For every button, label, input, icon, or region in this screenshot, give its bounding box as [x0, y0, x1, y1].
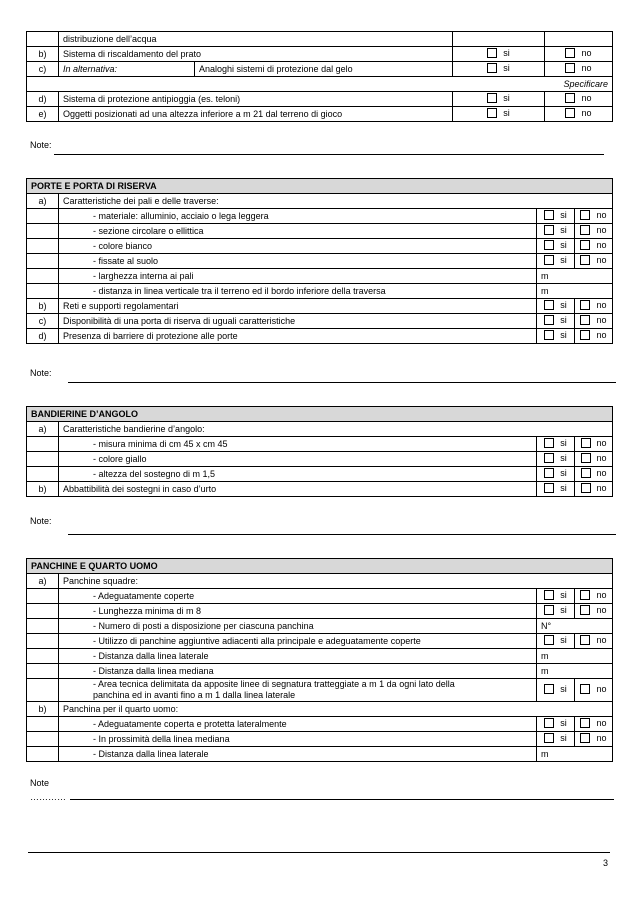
specify-field[interactable]: Specificare: [27, 77, 613, 92]
note-line[interactable]: [68, 534, 616, 535]
table-row: - altezza del sostegno di m 1,5 si no: [27, 467, 613, 482]
yes-option[interactable]: si: [537, 437, 575, 452]
checkbox-icon[interactable]: [580, 255, 590, 265]
measure-field[interactable]: N°: [537, 619, 613, 634]
no-option[interactable]: no: [575, 239, 613, 254]
no-option[interactable]: no: [575, 329, 613, 344]
yes-option[interactable]: si: [453, 62, 545, 77]
note-dots: …………: [30, 792, 66, 802]
checkbox-icon[interactable]: [544, 733, 554, 743]
table-row: - sezione circolare o ellittica si no: [27, 224, 613, 239]
checkbox-icon[interactable]: [580, 718, 590, 728]
table-row: - Distanza dalla linea mediana m: [27, 664, 613, 679]
checkbox-icon[interactable]: [580, 684, 590, 694]
measure-field[interactable]: m: [537, 269, 613, 284]
section-header: [27, 559, 613, 574]
no-option[interactable]: no: [575, 254, 613, 269]
checkbox-icon[interactable]: [544, 605, 554, 615]
checkbox-icon[interactable]: [544, 453, 554, 463]
table-row: b) Panchina per il quarto uomo:: [27, 702, 613, 717]
yes-option[interactable]: si: [537, 467, 575, 482]
yes-option[interactable]: si: [537, 299, 575, 314]
checkbox-icon[interactable]: [487, 108, 497, 118]
yes-option[interactable]: si: [537, 314, 575, 329]
checkbox-icon[interactable]: [581, 453, 591, 463]
note-label: Note:: [30, 368, 52, 378]
checkbox-icon[interactable]: [565, 48, 575, 58]
note-line[interactable]: [68, 382, 616, 383]
no-option[interactable]: no: [575, 717, 613, 732]
table-row: - In prossimità della linea mediana si no: [27, 732, 613, 747]
checkbox-icon[interactable]: [581, 468, 591, 478]
checkbox-icon[interactable]: [544, 255, 554, 265]
yes-option[interactable]: si: [537, 717, 575, 732]
note-label: Note:: [30, 140, 52, 150]
checkbox-icon[interactable]: [544, 684, 554, 694]
table-impianti: [26, 31, 613, 122]
yes-option[interactable]: si: [453, 47, 545, 62]
checkbox-icon[interactable]: [580, 635, 590, 645]
no-option[interactable]: no: [545, 92, 613, 107]
checkbox-icon[interactable]: [580, 225, 590, 235]
section-title: BANDIERINE D’ANGOLO: [27, 407, 613, 422]
checkbox-icon[interactable]: [544, 635, 554, 645]
no-option[interactable]: no: [545, 47, 613, 62]
yes-option[interactable]: si: [537, 732, 575, 747]
table-row: a) Caratteristiche bandierine d’angolo:: [27, 422, 613, 437]
table-row: c) Disponibilità di una porta di riserva di uguali caratteristiche si no: [27, 314, 613, 329]
yes-option[interactable]: si: [537, 452, 575, 467]
checkbox-icon[interactable]: [544, 438, 554, 448]
checkbox-icon[interactable]: [544, 210, 554, 220]
row-text: distribuzione dell’acqua: [59, 32, 453, 47]
footer-divider: [28, 852, 610, 853]
table-row: - Distanza dalla linea laterale m: [27, 649, 613, 664]
table-row: - Area tecnica delimitata da apposite linee di segnatura tratteggiate a m 1 da ogni lato della panchina ed in avanti fino a m 1 dalla linea laterale si no: [27, 679, 613, 702]
checkbox-icon[interactable]: [580, 733, 590, 743]
note-line[interactable]: [54, 154, 604, 155]
yes-option[interactable]: si: [537, 209, 575, 224]
no-option[interactable]: no: [575, 224, 613, 239]
yes-option[interactable]: si: [537, 254, 575, 269]
checkbox-icon[interactable]: [581, 438, 591, 448]
no-option[interactable]: no: [575, 589, 613, 604]
checkbox-icon[interactable]: [544, 483, 554, 493]
measure-field[interactable]: m: [537, 284, 613, 299]
no-option[interactable]: no: [575, 634, 613, 649]
no-option[interactable]: no: [575, 437, 613, 452]
no-option[interactable]: no: [575, 299, 613, 314]
table-row: a) Panchine squadre:: [27, 574, 613, 589]
yes-option[interactable]: si: [537, 589, 575, 604]
no-option[interactable]: no: [575, 452, 613, 467]
measure-field[interactable]: m: [537, 649, 613, 664]
yes-option[interactable]: si: [537, 604, 575, 619]
yes-option[interactable]: si: [537, 224, 575, 239]
section-header: [27, 179, 613, 194]
table-row: e) Oggetti posizionati ad una altezza inferiore a m 21 dal terreno di gioco si no: [27, 107, 613, 122]
no-option[interactable]: no: [575, 604, 613, 619]
yes-option[interactable]: si: [537, 634, 575, 649]
section-header: [27, 407, 613, 422]
checkbox-icon[interactable]: [580, 590, 590, 600]
checkbox-icon[interactable]: [580, 315, 590, 325]
table-row: a) Caratteristiche dei pali e delle traverse:: [27, 194, 613, 209]
checkbox-icon[interactable]: [544, 225, 554, 235]
checkbox-icon[interactable]: [565, 108, 575, 118]
table-row: - larghezza interna ai pali m: [27, 269, 613, 284]
yes-option[interactable]: si: [537, 329, 575, 344]
note-label: Note: [30, 778, 50, 788]
checkbox-icon[interactable]: [580, 605, 590, 615]
checkbox-icon[interactable]: [544, 240, 554, 250]
yes-option[interactable]: si: [453, 92, 545, 107]
note-line[interactable]: [70, 799, 614, 800]
page-number: 3: [602, 858, 608, 868]
table-row: b) Reti e supporti regolamentari si no: [27, 299, 613, 314]
table-row: - Lunghezza minima di m 8 si no: [27, 604, 613, 619]
checkbox-icon[interactable]: [565, 63, 575, 73]
table-row: [27, 32, 613, 47]
table-row: - misura minima di cm 45 x cm 45 si no: [27, 437, 613, 452]
table-row: b) Abbattibilità dei sostegni in caso d’urto si no: [27, 482, 613, 497]
checkbox-icon[interactable]: [580, 210, 590, 220]
yes-option[interactable]: si: [537, 482, 575, 497]
no-option[interactable]: no: [545, 62, 613, 77]
measure-field[interactable]: m: [537, 664, 613, 679]
yes-option[interactable]: si: [537, 679, 575, 702]
checkbox-icon[interactable]: [565, 93, 575, 103]
section-title: PANCHINE E QUARTO UOMO: [27, 559, 613, 574]
no-option[interactable]: no: [575, 482, 613, 497]
table-row: - colore bianco si no: [27, 239, 613, 254]
table-row: - Distanza dalla linea laterale m: [27, 747, 613, 762]
table-panchine: [26, 558, 613, 762]
checkbox-icon[interactable]: [581, 483, 591, 493]
table-row: - distanza in linea verticale tra il terreno ed il bordo inferiore della traversa m: [27, 284, 613, 299]
table-row: - Adeguatamente coperte si no: [27, 589, 613, 604]
checkbox-icon[interactable]: [580, 240, 590, 250]
table-porte: [26, 178, 613, 344]
checkbox-icon[interactable]: [544, 590, 554, 600]
table-row: - fissate al suolo si no: [27, 254, 613, 269]
table-row: d) Sistema di protezione antipioggia (es. teloni) si no: [27, 92, 613, 107]
checkbox-icon[interactable]: [544, 468, 554, 478]
table-row: - Numero di posti a disposizione per ciascuna panchina N°: [27, 619, 613, 634]
no-option[interactable]: no: [575, 209, 613, 224]
checkbox-icon[interactable]: [544, 718, 554, 728]
no-option[interactable]: no: [545, 107, 613, 122]
no-option[interactable]: no: [575, 679, 613, 702]
checkbox-icon[interactable]: [487, 63, 497, 73]
table-row: d) Presenza di barriere di protezione alle porte si no: [27, 329, 613, 344]
checkbox-icon[interactable]: [544, 300, 554, 310]
table-row: - materiale: alluminio, acciaio o lega leggera si no: [27, 209, 613, 224]
no-option[interactable]: no: [575, 467, 613, 482]
checkbox-icon[interactable]: [544, 315, 554, 325]
checkbox-icon[interactable]: [580, 330, 590, 340]
table-row: - Utilizzo di panchine aggiuntive adiacenti alla principale e adeguatamente coperte si no: [27, 634, 613, 649]
section-title: PORTE E PORTA DI RISERVA: [27, 179, 613, 194]
yes-option[interactable]: si: [453, 107, 545, 122]
table-row: - colore giallo si no: [27, 452, 613, 467]
no-option[interactable]: no: [575, 314, 613, 329]
measure-field[interactable]: m: [537, 747, 613, 762]
table-row: b) Sistema di riscaldamento del prato si no: [27, 47, 613, 62]
checkbox-icon[interactable]: [544, 330, 554, 340]
table-row: [27, 77, 613, 92]
checkbox-icon[interactable]: [580, 300, 590, 310]
table-bandierine: [26, 406, 613, 497]
checkbox-icon[interactable]: [487, 93, 497, 103]
table-row: - Adeguatamente coperta e protetta lateralmente si no: [27, 717, 613, 732]
checkbox-icon[interactable]: [487, 48, 497, 58]
yes-option[interactable]: si: [537, 239, 575, 254]
no-option[interactable]: no: [575, 732, 613, 747]
note-label: Note:: [30, 516, 52, 526]
table-row: c) In alternativa: Analoghi sistemi di protezione dal gelo si no: [27, 62, 613, 77]
